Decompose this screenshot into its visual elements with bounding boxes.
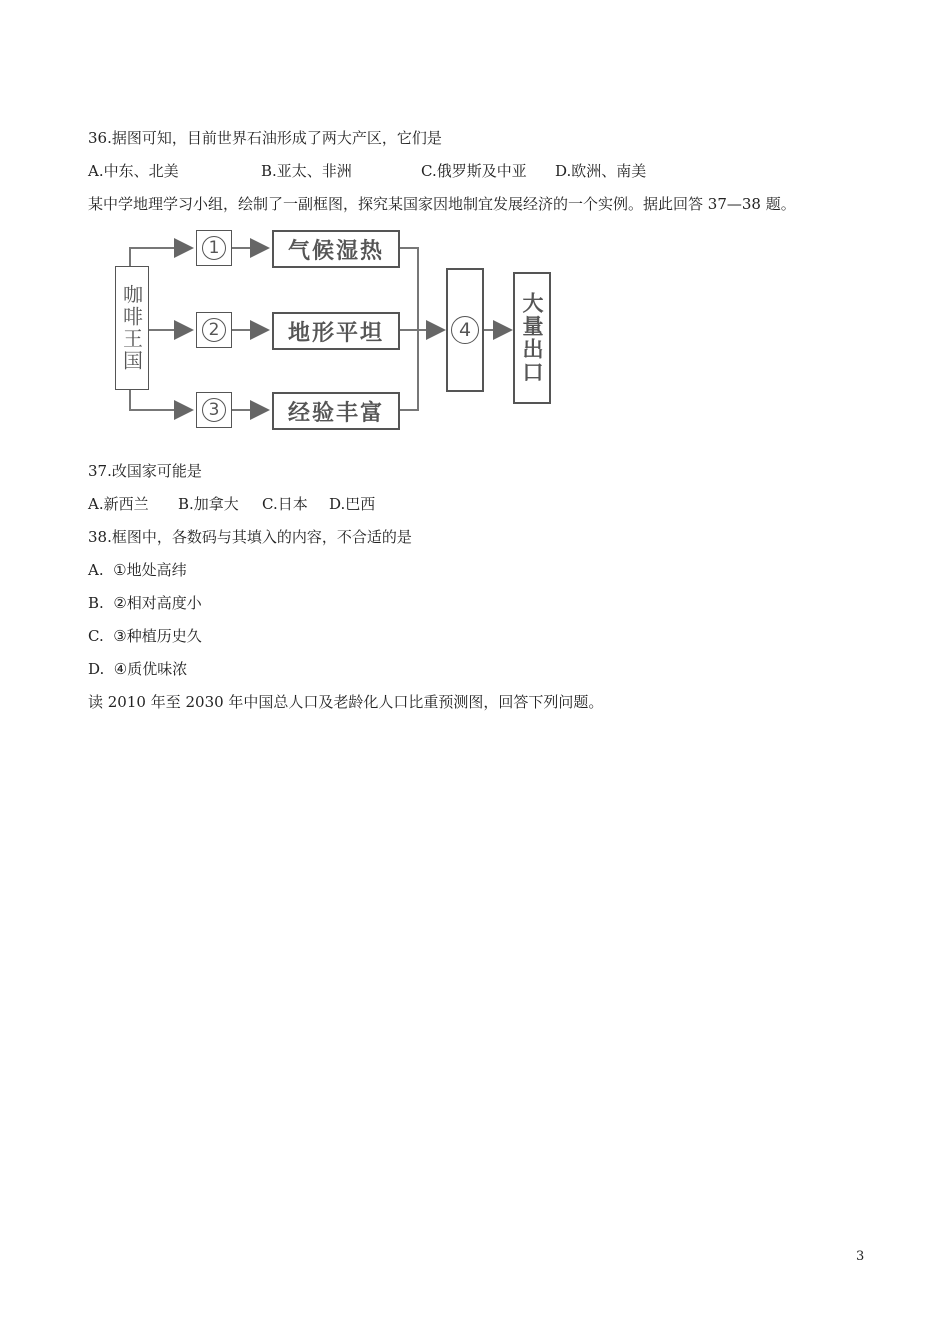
number-box-1	[196, 230, 232, 266]
option-b: B.亚太、非洲	[261, 162, 352, 180]
question-38-option-d: D. ④质优味浓	[88, 660, 188, 678]
next-question-intro: 读 2010 年至 2030 年中国总人口及老龄化人口比重预测图，回答下列问题。	[88, 693, 604, 711]
factor-box-climate: 气候湿热	[272, 230, 400, 268]
intro-37-38: 某中学地理学习小组，绘制了一副框图，探究某国家因地制宜发展经济的一个实例。据此回答 37—38 题。	[88, 195, 796, 213]
flow-diagram	[110, 222, 570, 444]
question-38-option-a: A. ①地处高纬	[88, 561, 187, 579]
source-box: 咖啡王国	[115, 266, 149, 390]
factor-box-terrain: 地形平坦	[272, 312, 400, 350]
question-38-option-b: B. ②相对高度小	[88, 594, 202, 612]
number-box-3	[196, 392, 232, 428]
circled-number-3: 3	[202, 398, 226, 422]
question-38-stem: 38.框图中，各数码与其填入的内容，不合适的是	[88, 528, 412, 546]
option-c: C.日本	[262, 495, 308, 513]
factor-box-experience: 经验丰富	[272, 392, 400, 430]
option-d: D.欧洲、南美	[555, 162, 647, 180]
question-37-stem: 37.改国家可能是	[88, 462, 202, 480]
result-box: 大量出口	[513, 272, 551, 404]
question-36-stem: 36.据图可知，目前世界石油形成了两大产区，它们是	[88, 129, 442, 147]
circled-number-2: 2	[202, 318, 226, 342]
option-d: D.巴西	[329, 495, 376, 513]
option-b: B.加拿大	[178, 495, 239, 513]
circled-number-1: 1	[202, 236, 226, 260]
question-36-options	[88, 161, 646, 181]
page-number: 3	[856, 1249, 865, 1264]
number-box-2	[196, 312, 232, 348]
option-c: C.俄罗斯及中亚	[421, 162, 527, 180]
option-a: A.中东、北美	[88, 162, 179, 180]
option-a: A.新西兰	[88, 495, 149, 513]
question-38-option-c: C. ③种植历史久	[88, 627, 202, 645]
question-37-options	[88, 494, 375, 514]
middle-box-4	[446, 268, 484, 392]
circled-number-4: 4	[451, 316, 479, 344]
